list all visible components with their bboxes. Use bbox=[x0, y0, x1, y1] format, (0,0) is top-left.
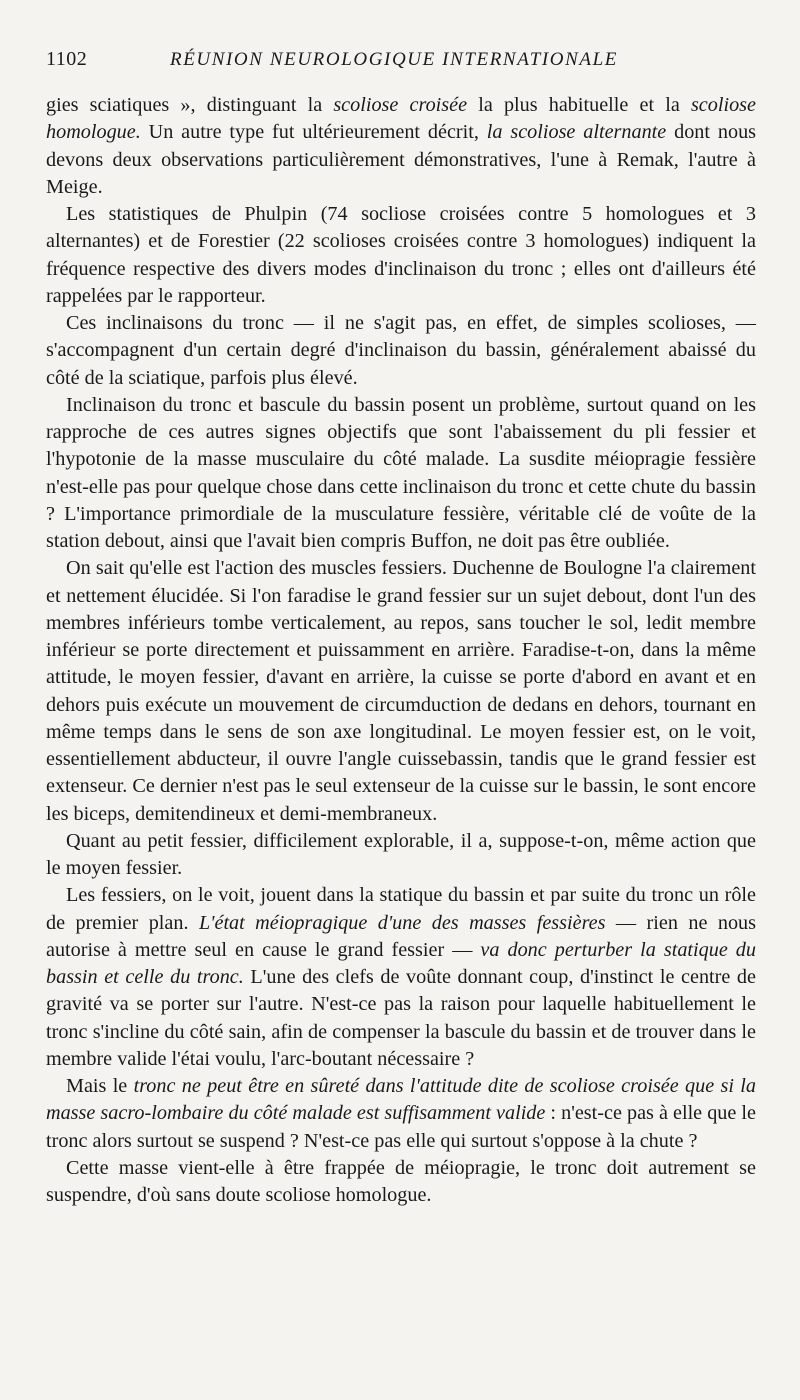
paragraph bbox=[46, 1155, 756, 1210]
italic-text: scoliose croisée bbox=[333, 94, 468, 116]
running-title: RÉUNION NEUROLOGIQUE INTERNATIONALE bbox=[170, 49, 618, 70]
text-run: Les fessiers, on le voit, jouent dans la statique du bassin et par suite du tronc un rôle de premier plan. bbox=[46, 884, 756, 934]
text-run: On sait qu'elle est l'action des muscles fessiers. Duchenne de Boulogne l'a clairement et nettement élucidée. Si l'on faradise le grand fessier sur un sujet debout, dont l'un des membres inférieurs tombe verticalement, au repos, sans toucher le sol, ledit membre inférieur se porte directement et puissamment en arrière. Faradise-t-on, dans la même attitude, le moyen fessier, d'avant en arrière, la cuisse se porte d'abord en avant et en dehors puis exécute un mouvement de circumduction de dedans en dehors, tournant en même temps dans le sens de son axe longitudinal. Le moyen fessier est, on le voit, essentiellement abducteur, il ouvre l'angle cuissebassin, tandis que le grand fessier est extenseur. Ce dernier n'est pas le seul extenseur de la cuisse sur le bassin, le sont encore les biceps, demitendineux et demi-membraneux. bbox=[46, 557, 756, 825]
text-run: Un autre type fut ultérieurement décrit, bbox=[140, 121, 487, 144]
paragraph bbox=[46, 310, 756, 392]
paragraph bbox=[46, 882, 756, 1073]
text-run: Ces inclinaisons du tronc — il ne s'agit pas, en effet, de simples scolioses, — s'accompagnent d'un certain degré d'inclinaison du bassin, généralement abaissé du côté de la sciatique, parfois plus élevé. bbox=[46, 312, 756, 389]
body-text bbox=[46, 92, 756, 1209]
text-run: L'une des clefs de voûte donnant coup, d'instinct le centre de gravité va se porter sur l'autre. N'est-ce pas la raison pour laquelle habituellement le tronc s'incline du côté sain, afin de compenser la bascule du bassin et de trouver dans le membre valide l'étai voulu, l'arc-boutant nécessaire ? bbox=[46, 966, 756, 1070]
text-run: gies sciatiques », distinguant la bbox=[46, 94, 334, 116]
paragraph bbox=[46, 392, 756, 556]
page-header bbox=[46, 48, 756, 88]
text-run: Les statistiques de Phulpin (74 socliose croisées contre 5 homologues et 3 alternantes) et de Forestier (22 scolioses croisées contre 3 homologues) indiquent la fréquence respective des divers modes d'inclinaison du tronc ; elles ont d'ailleurs été rappelées par le rapporteur. bbox=[46, 203, 756, 307]
text-run: : n'est-ce pas à elle que le tronc alors surtout se suspend ? N'est-ce pas elle qui surtout s'oppose à la chute ? bbox=[46, 1102, 756, 1152]
paragraph bbox=[46, 92, 756, 201]
text-run: Cette masse vient-elle à être frappée de méiopragie, le tronc doit autrement se suspendre, d'où sans doute scoliose homologue. bbox=[46, 1156, 756, 1206]
text-run: Quant au petit fessier, difficilement explorable, il a, suppose-t-on, même action que le moyen fessier. bbox=[46, 829, 756, 879]
paragraph bbox=[46, 828, 756, 883]
text-run: Mais le bbox=[66, 1075, 134, 1097]
italic-text: L'état méiopragique d'une des masses fessières bbox=[198, 911, 606, 934]
italic-text: va donc perturber la statique du bassin et celle du tronc. bbox=[46, 938, 756, 988]
text-run: dont nous devons deux observations particulièrement démonstratives, l'une à Remak, l'autre à Meige. bbox=[46, 121, 757, 198]
italic-text: la scoliose alternante bbox=[486, 121, 667, 144]
paragraph bbox=[46, 201, 756, 310]
paragraph bbox=[46, 1073, 756, 1155]
text-run: — rien ne nous autorise à mettre seul en cause le grand fessier — bbox=[46, 911, 756, 961]
text-run: la plus habituelle et la bbox=[467, 94, 691, 116]
paragraph bbox=[46, 555, 756, 828]
italic-text: tronc ne peut être en sûreté dans l'attitude dite de scoliose croisée que si la masse sacro-lombaire du côté malade est suffisamment valide bbox=[46, 1075, 756, 1125]
italic-text: scoliose homologue. bbox=[46, 94, 756, 144]
text-run: Inclinaison du tronc et bascule du bassin posent un problème, surtout quand on les rapproche de ces autres signes objectifs que sont l'abaissement du pli fessier et l'hypotonie de la masse musculaire du côté malade. La susdite méiopragie fessière n'est-elle pas pour quelque chose dans cette inclinaison du tronc et cette chute du bassin ? L'importance primordiale de la musculature fessière, véritable clé de voûte de la station debout, ainsi que l'avait bien compris Buffon, ne doit pas être oubliée. bbox=[46, 393, 756, 552]
page-number: 1102 bbox=[46, 48, 88, 70]
